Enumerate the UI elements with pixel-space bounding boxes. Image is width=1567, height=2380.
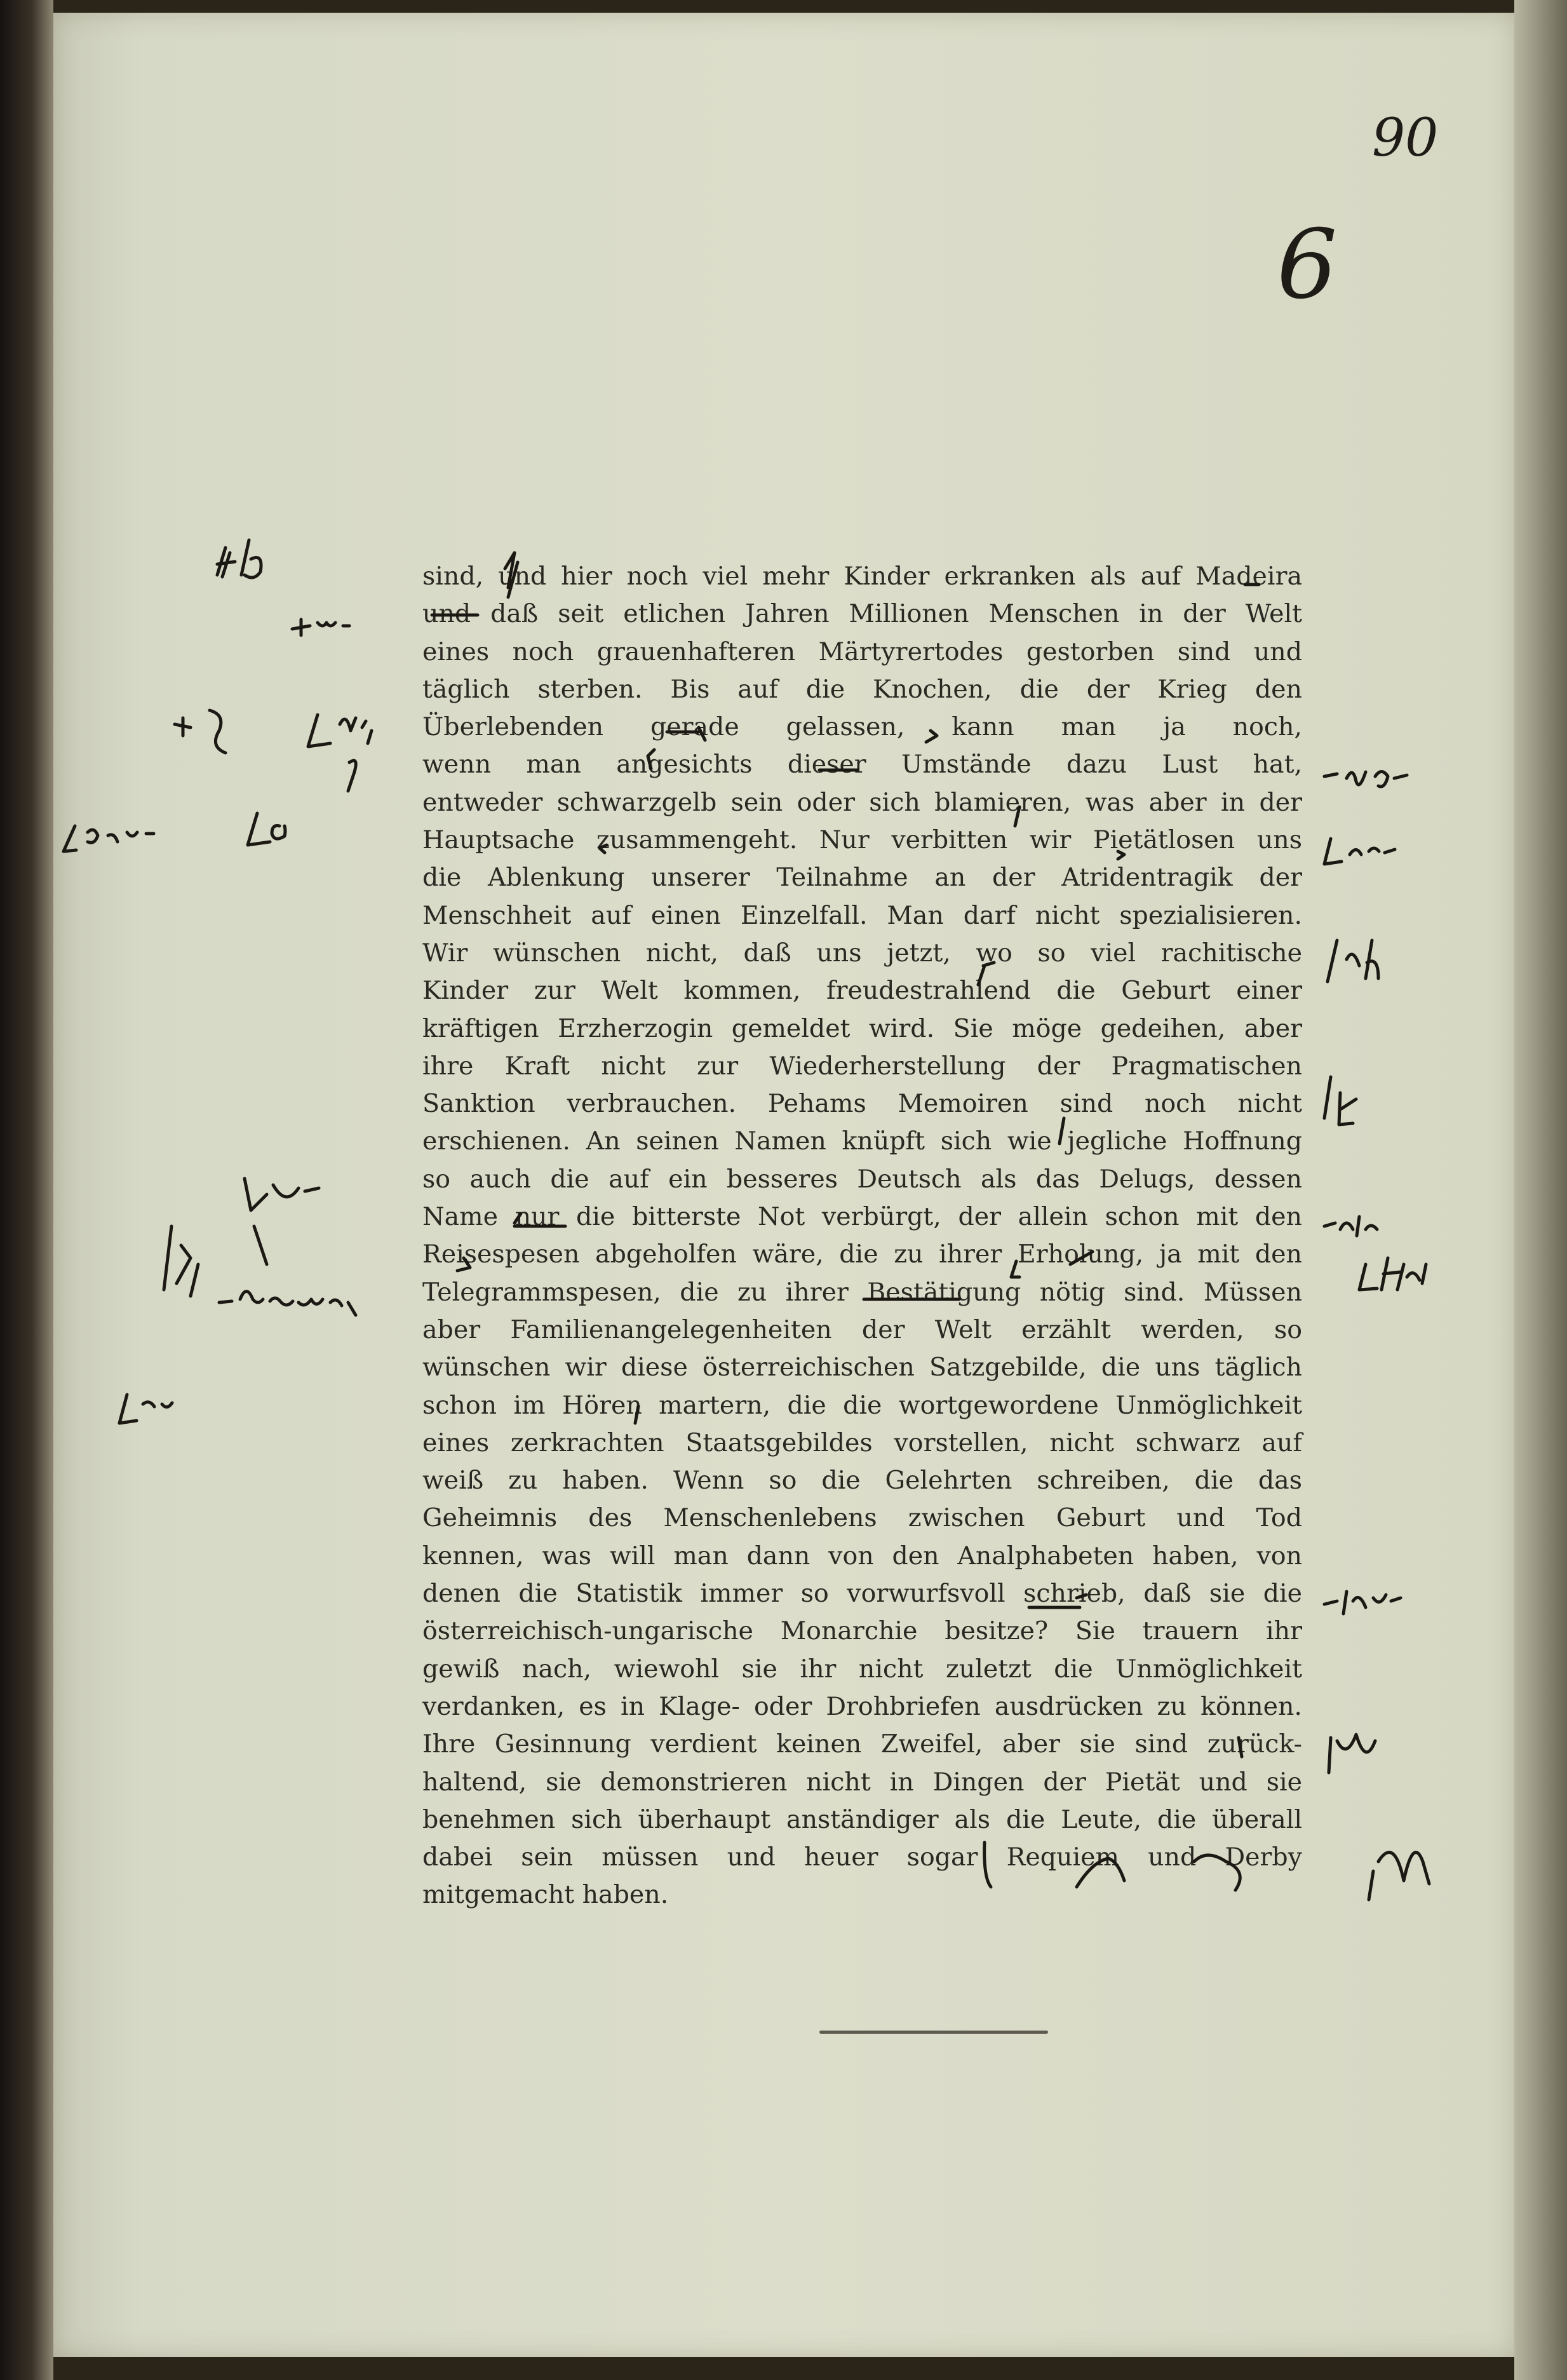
text-line: Überlebenden gerade gelassen, kann man ja noch, <box>422 712 1302 742</box>
text-line: sind, und hier noch viel mehr Kinder erkranken als auf Madeira <box>422 562 1302 591</box>
text-line: erschienen. An seinen Namen knüpft sich wie jegliche Hoffnung <box>422 1126 1302 1156</box>
text-line: wünschen wir diese österreichischen Satzgebilde, die uns täglich <box>422 1353 1302 1383</box>
text-line: denen die Statistik immer so vorwurfsvoll schrieb, daß sie die <box>422 1579 1302 1609</box>
text-line: verdanken, es in Klage- oder Drohbriefen ausdrücken zu können. <box>422 1691 1302 1721</box>
book-spine <box>0 0 53 2380</box>
text-line: so auch die auf ein besseres Deutsch als das Delugs, dessen <box>422 1164 1302 1194</box>
text-line: haltend, sie demonstrieren nicht in Dingen der Pietät und sie <box>422 1767 1302 1797</box>
text-line: eines zerkrachten Staatsgebildes vorstellen, nicht schwarz auf <box>422 1428 1302 1457</box>
text-line: Kinder zur Welt kommen, freudestrahlend die Geburt einer <box>422 976 1302 1006</box>
text-line: aber Familienangelegenheiten der Welt erzählt werden, so <box>422 1315 1302 1344</box>
text-line: kräftigen Erzherzogin gemeldet wird. Sie möge gedeihen, aber <box>422 1013 1302 1043</box>
text-line: gewiß nach, wiewohl sie ihr nicht zuletzt die Unmöglichkeit <box>422 1654 1302 1684</box>
text-line: und daß seit etlichen Jahren Millionen Menschen in der Welt <box>422 599 1302 629</box>
text-line: Hauptsache zusammengeht. Nur verbitten wir Pietätlosen uns <box>422 825 1302 855</box>
section-divider <box>819 2031 1048 2034</box>
text-line: Reisespesen abgeholfen wäre, die zu ihrer Erholung, ja mit den <box>422 1240 1302 1269</box>
text-line: Menschheit auf einen Einzelfall. Man darf nicht spezialisieren. <box>422 900 1302 930</box>
text-line: Wir wünschen nicht, daß uns jetzt, wo so viel rachitische <box>422 938 1302 968</box>
text-line: benehmen sich überhaupt anständiger als die Leute, die überall <box>422 1804 1302 1834</box>
text-line: die Ablenkung unserer Teilnahme an der Atridentragik der <box>422 863 1302 893</box>
text-line: wenn man angesichts dieser Umstände dazu Lust hat, <box>422 750 1302 780</box>
sheet-mark: 6 <box>1277 210 1338 320</box>
text-line: Sanktion verbrauchen. Pehams Memoiren sind noch nicht <box>422 1089 1302 1119</box>
text-line: täglich sterben. Bis auf die Knochen, die der Krieg den <box>422 674 1302 704</box>
text-line: schon im Hören martern, die die wortgewordene Unmöglichkeit <box>422 1390 1302 1420</box>
text-line: kennen, was will man dann von den Analphabeten haben, von <box>422 1541 1302 1571</box>
text-line: österreichisch-ungarische Monarchie besitze? Sie trauern ihr <box>422 1616 1302 1646</box>
text-line: weiß zu haben. Wenn so die Gelehrten schreiben, die das <box>422 1466 1302 1496</box>
text-line: Geheimnis des Menschenlebens zwischen Geburt und Tod <box>422 1503 1302 1533</box>
body-text <box>422 558 1302 1914</box>
text-line: Ihre Gesinnung verdient keinen Zweifel, aber sie sind zurück- <box>422 1729 1302 1759</box>
text-line: entweder schwarzgelb sein oder sich blamieren, was aber in der <box>422 787 1302 817</box>
text-line: Telegrammspesen, die zu ihrer Bestätigung nötig sind. Müssen <box>422 1277 1302 1307</box>
text-line: ihre Kraft nicht zur Wiederherstellung der Pragmatischen <box>422 1051 1302 1081</box>
text-line: eines noch grauenhafteren Märtyrertodes gestorben sind und <box>422 637 1302 666</box>
page-number: 90 <box>1372 108 1439 168</box>
page-edges <box>1514 0 1567 2380</box>
text-line: mitgemacht haben. <box>422 1880 669 1910</box>
text-line: dabei sein müssen und heuer sogar Requiem und Derby <box>422 1842 1302 1872</box>
text-line: Name nur die bitterste Not verbürgt, der allein schon mit den <box>422 1202 1302 1232</box>
